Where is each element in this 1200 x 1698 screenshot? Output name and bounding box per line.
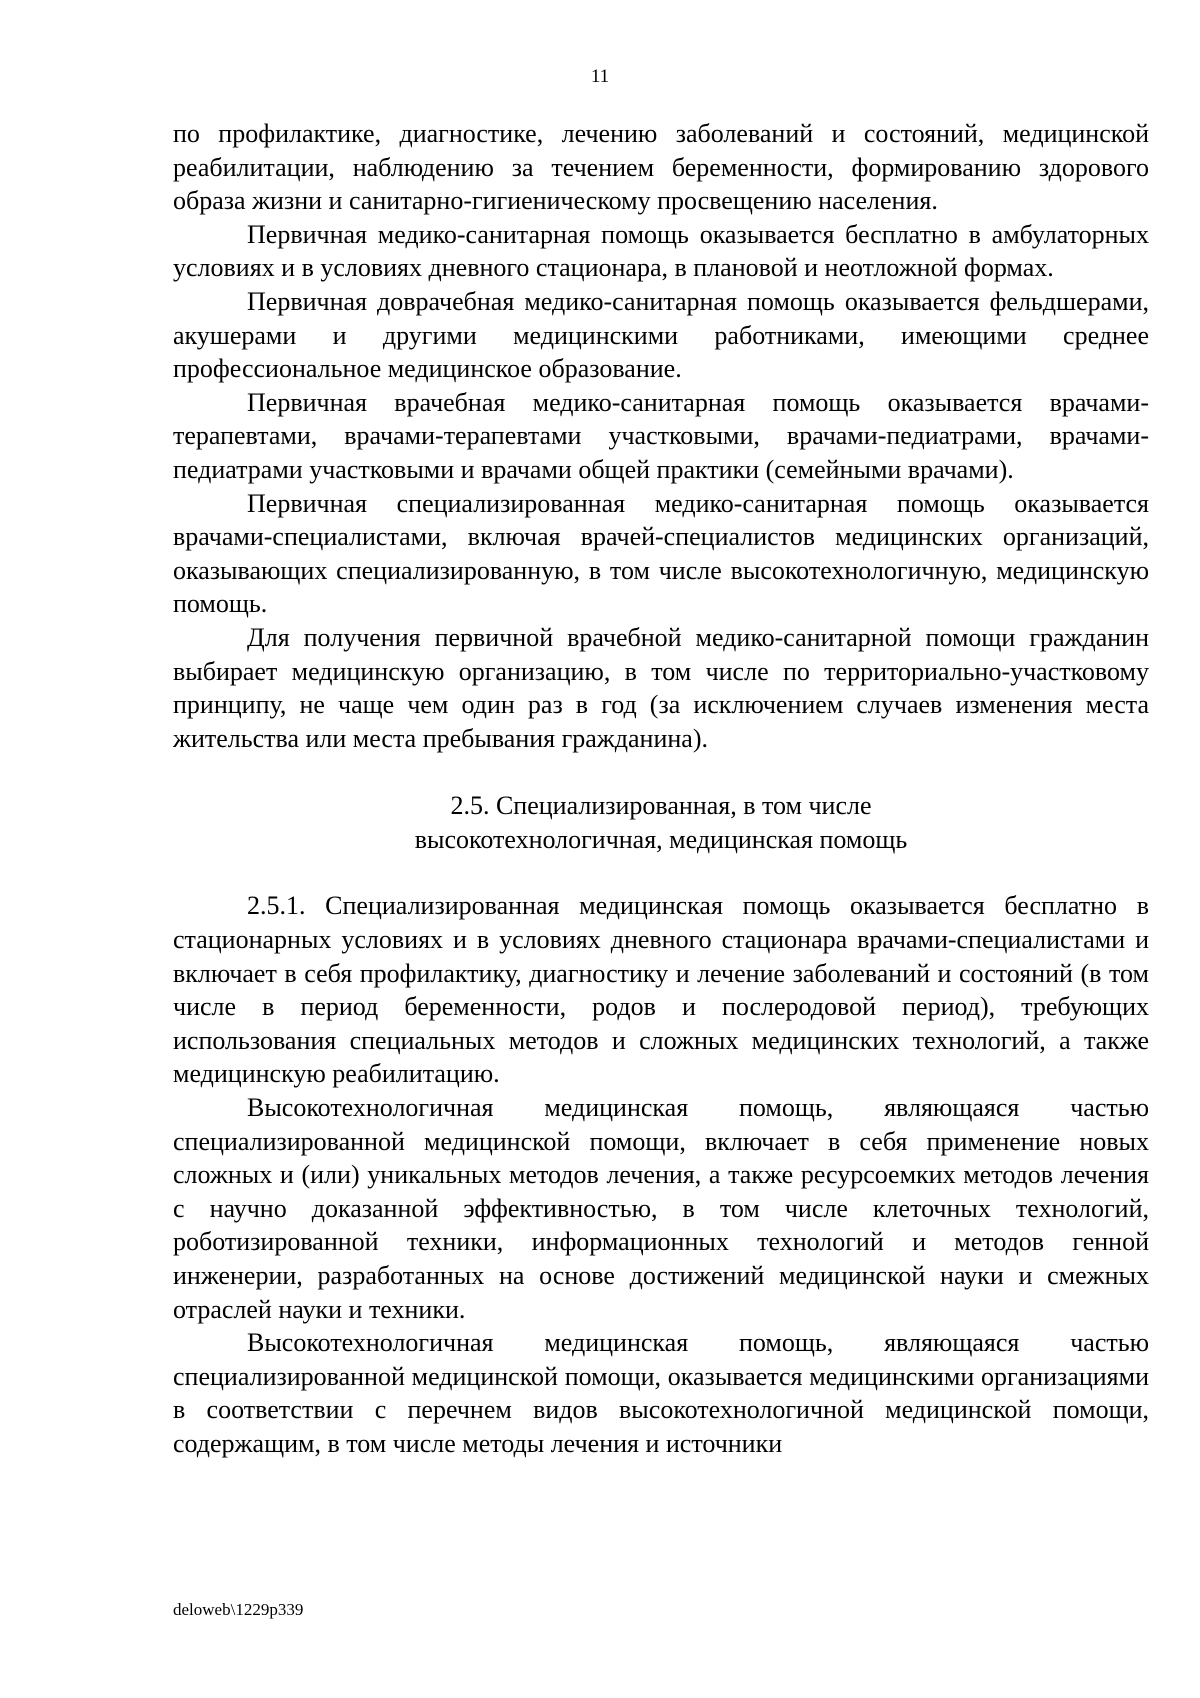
paragraph: 2.5.1. Специализированная медицинская помощь оказывается бесплатно в стационарных условиях и в условиях дневного стационара врачами-специалистами и включает в себя профилактику, диагностику и лечение заболеваний и состояний (в том числе в период беременности, родов и послеродовой период), требующих использования специальных методов и сложных медицинских технологий, а также медицинскую реабилитацию. [173, 891, 1149, 1089]
section-title-line: высокотехнологичная, медицинская помощь [414, 824, 908, 854]
page-number: 11 [590, 66, 610, 87]
paragraph: Первичная специализированная медико-санитарная помощь оказывается врачами-специалистами, включая врачей-специалистов медицинских организаций, оказывающих специализированную, в том числе высокотехнологичную, медицинскую помощь. [173, 488, 1149, 619]
document-body [173, 117, 1149, 1461]
section-title-line: 2.5. Специализированная, в том числе [450, 791, 872, 821]
section-title [173, 789, 1149, 856]
document-footer-code: deloweb\1229p339 [173, 1600, 304, 1619]
paragraph: Высокотехнологичная медицинская помощь, являющаяся частью специализированной медицинской помощи, включает в себя применение новых сложных и (или) уникальных методов лечения, а также ресурсоемких методов лечения с научно доказанной эффективностью, в том числе клеточных технологий, роботизированной техники, информационных технологий и методов генной инженерии, разработанных на основе достижений медицинской науки и смежных отраслей науки и техники. [173, 1093, 1149, 1324]
paragraph: Первичная врачебная медико-санитарная помощь оказывается врачами-терапевтами, врачами-терапевтами участковыми, врачами-педиатрами, врачами-педиатрами участковыми и врачами общей практики (семейными врачами). [173, 387, 1149, 484]
paragraph: по профилактике, диагностике, лечению заболеваний и состояний, медицинской реабилитации, наблюдению за течением беременности, формированию здорового образа жизни и санитарно-гигиеническому просвещению населения. [173, 119, 1149, 216]
paragraph: Первичная медико-санитарная помощь оказывается бесплатно в амбулаторных условиях и в условиях дневного стационара, в плановой и неотложной формах. [173, 219, 1149, 283]
paragraph: Первичная доврачебная медико-санитарная помощь оказывается фельдшерами, акушерами и другими медицинскими работниками, имеющими среднее профессиональное медицинское образование. [173, 286, 1149, 384]
paragraph: Для получения первичной врачебной медико-санитарной помощи гражданин выбирает медицинскую организацию, в том числе по территориально-участковому принципу, не чаще чем один раз в год (за исключением случаев изменения места жительства или места пребывания гражданина). [173, 622, 1149, 753]
paragraph: Высокотехнологичная медицинская помощь, являющаяся частью специализированной медицинской помощи, оказывается медицинскими организациями в соответствии с перечнем видов высокотехнологичной медицинской помощи, содержащим, в том числе методы лечения и источники [173, 1328, 1149, 1458]
